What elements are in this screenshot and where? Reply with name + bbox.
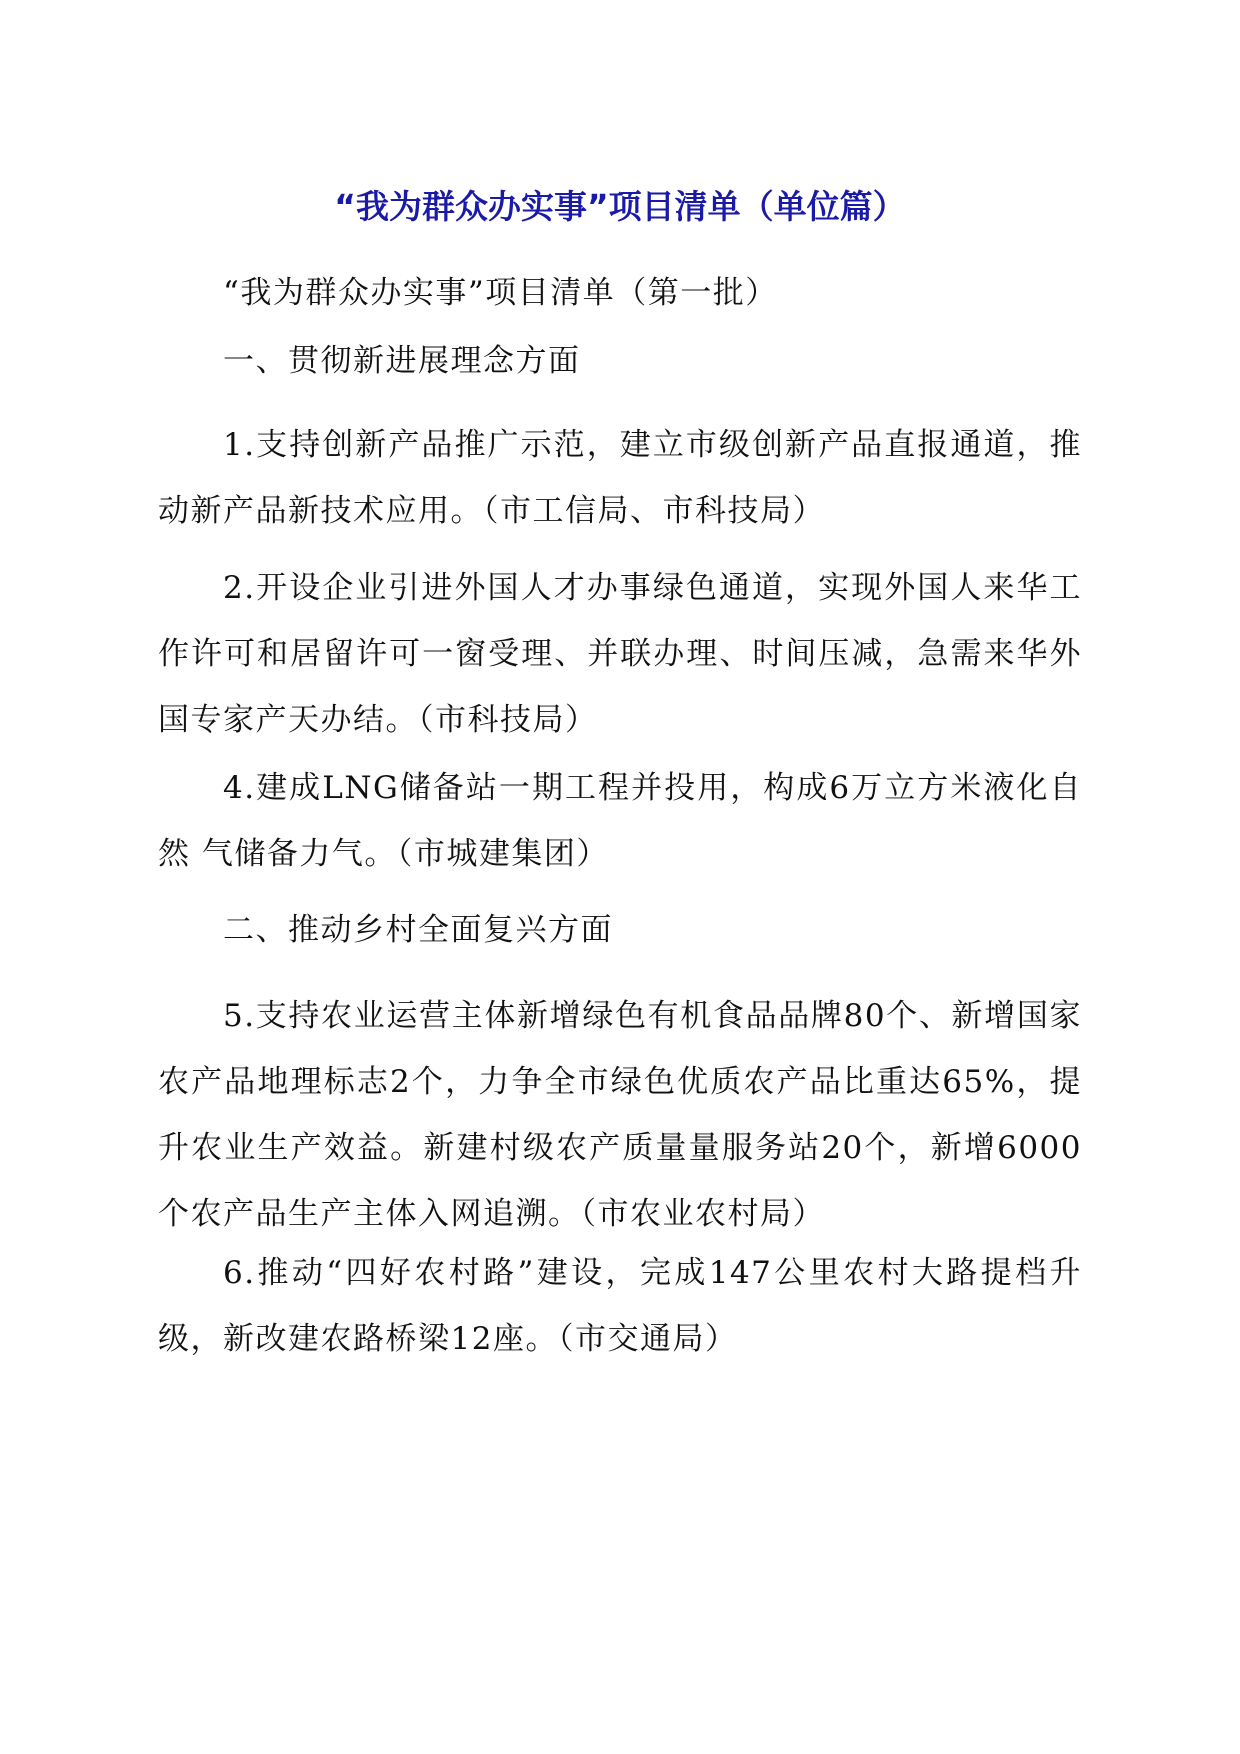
list-item-2: 2.开设企业引进外国人才办事绿色通道，实现外国人来华工作许可和居留许可一窗受理、并联办理、时间压减，急需来华外国专家产天办结。（市科技局） — [158, 570, 1082, 738]
list-item-4: 4.建成LNG储备站一期工程并投用，构成6万立方米液化自然 气储备力气。（市城建集团） — [158, 770, 1082, 872]
subtitle: “我为群众办实事”项目清单（第一批） — [223, 275, 778, 311]
section-heading-2: 二、推动乡村全面复兴方面 — [223, 912, 613, 948]
list-item-5: 5.支持农业运营主体新增绿色有机食品品牌80个、新增国家农产品地理标志2个，力争全市绿色优质农产品比重达65%，提升农业生产效益。新建村级农产质量量服务站20个，新增6000个农产品生产主体入网追溯。（市农业农村局） — [158, 998, 1082, 1232]
section-heading-1: 一、贯彻新进展理念方面 — [223, 343, 581, 379]
list-item-1: 1.支持创新产品推广示范，建立市级创新产品直报通道，推动新产品新技术应用。（市工信局、市科技局） — [158, 427, 1082, 529]
list-item-6: 6.推动“四好农村路”建设，完成147公里农村大路提档升级，新改建农路桥梁12座。（市交通局） — [158, 1255, 1082, 1357]
document-title: “我为群众办实事”项目清单（单位篇） — [334, 187, 906, 226]
